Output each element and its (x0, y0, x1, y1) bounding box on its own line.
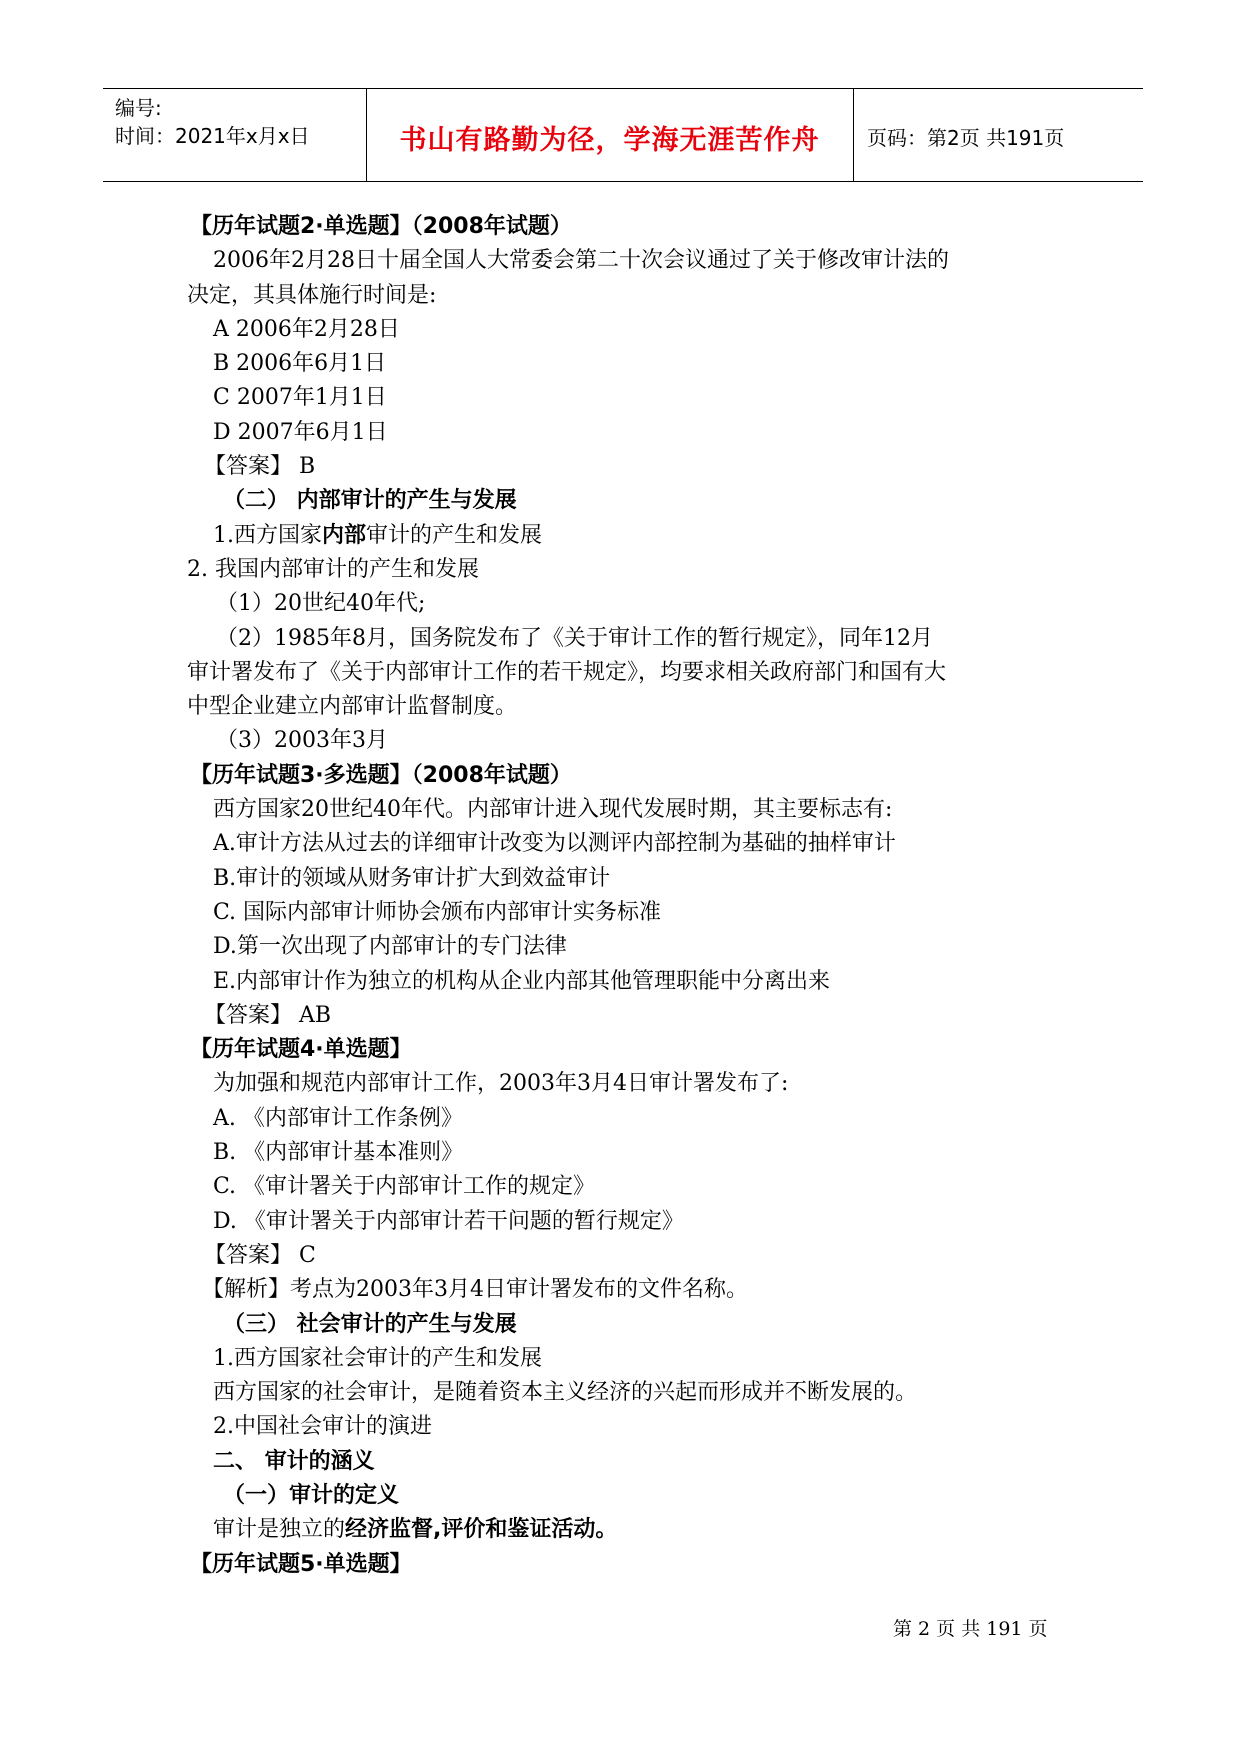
question-heading: 【历年试题2·单选题】（2008年试题） (190, 214, 572, 239)
subsection-heading: 1.西方国家社会审计的产生和发展 (213, 1345, 542, 1371)
page-header (103, 88, 1143, 184)
subsection-heading: 2.中国社会审计的演进 (213, 1414, 432, 1440)
answer-option: C 2007年1月1日 (213, 385, 387, 411)
answer-option: B 2006年6月1日 (213, 351, 387, 377)
body-paragraph: （3）2003年3月 (216, 728, 388, 754)
answer-option: E.内部审计作为独立的机构从企业内部其他管理职能中分离出来 (213, 968, 831, 994)
question-text: 西方国家20世纪40年代。内部审计进入现代发展时期，其主要标志有: (213, 797, 893, 823)
emphasized-text: 经济监督,评价和鉴证活动。 (345, 1517, 618, 1543)
answer-line: 【答案】 B (204, 454, 316, 480)
question-text: 决定，其具体施行时间是: (187, 282, 437, 308)
section-heading: （三） 社会审计的产生与发展 (223, 1311, 517, 1337)
body-paragraph: 西方国家的社会审计，是随着资本主义经济的兴起而形成并不断发展的。 (213, 1380, 918, 1406)
document-body (187, 210, 1070, 1582)
answer-option: B. 《内部审计基本准则》 (213, 1140, 464, 1166)
header-left-cell (115, 94, 310, 150)
document-number-label: 编号: (115, 96, 162, 120)
section-heading: （二） 内部审计的产生与发展 (223, 488, 517, 514)
body-paragraph (190, 519, 1070, 553)
answer-option: B.审计的领域从财务审计扩大到效益审计 (213, 865, 611, 891)
body-paragraph: 中型企业建立内部审计监督制度。 (187, 694, 518, 720)
answer-option: C. 国际内部审计师协会颁布内部审计实务标准 (213, 899, 662, 925)
header-bottom-rule (103, 181, 1143, 182)
question-heading: 【历年试题5·单选题】 (190, 1551, 412, 1577)
body-paragraph (190, 1513, 1070, 1547)
body-paragraph: 2. 我国内部审计的产生和发展 (187, 556, 479, 582)
header-top-rule (103, 88, 1143, 89)
text-span: 审计是独立的 (213, 1517, 346, 1543)
text-span: 1.西方国家 (213, 522, 322, 548)
body-paragraph: 审计署发布了《关于内部审计工作的若干规定》，均要求相关政府部门和国有大 (187, 659, 947, 685)
answer-option: D 2007年6月1日 (213, 419, 388, 445)
explanation-line: 【解析】考点为2003年3月4日审计署发布的文件名称。 (202, 1277, 748, 1303)
answer-line: 【答案】 AB (204, 1002, 332, 1028)
answer-option: D.第一次出现了内部审计的专门法律 (213, 934, 567, 960)
emphasized-text: 内部 (322, 522, 367, 548)
answer-option: A 2006年2月28日 (213, 316, 400, 342)
answer-line: 【答案】 C (204, 1242, 316, 1268)
question-heading: 【历年试题3·多选题】（2008年试题） (190, 762, 572, 788)
page-footer: 第 2 页 共 191 页 (893, 1618, 1048, 1640)
document-time-label: 时间：2021年x月x日 (115, 124, 310, 148)
question-heading: 【历年试题4·单选题】 (190, 1037, 412, 1063)
header-motto: 书山有路勤为径，学海无涯苦作舟 (399, 125, 820, 156)
question-text: 为加强和规范内部审计工作，2003年3月4日审计署发布了: (213, 1071, 789, 1097)
section-heading: 二、 审计的涵义 (213, 1448, 375, 1474)
body-paragraph: （2）1985年8月，国务院发布了《关于审计工作的暂行规定》，同年12月 (216, 625, 933, 651)
subsection-heading: （一）审计的定义 (223, 1482, 400, 1508)
answer-option: D. 《审计署关于内部审计若干问题的暂行规定》 (213, 1208, 684, 1234)
question-text: 2006年2月28日十届全国人大常委会第二十次会议通过了关于修改审计法的 (213, 248, 949, 274)
body-paragraph: （1）20世纪40年代; (216, 591, 426, 617)
answer-option: C. 《审计署关于内部审计工作的规定》 (213, 1174, 596, 1200)
answer-option: A. 《内部审计工作条例》 (213, 1105, 463, 1131)
answer-option: A.审计方法从过去的详细审计改变为以测评内部控制为基础的抽样审计 (213, 831, 896, 857)
text-span: 审计的产生和发展 (366, 522, 543, 548)
header-page-number: 页码：第2页 共191页 (867, 126, 1065, 150)
header-divider (853, 88, 854, 182)
